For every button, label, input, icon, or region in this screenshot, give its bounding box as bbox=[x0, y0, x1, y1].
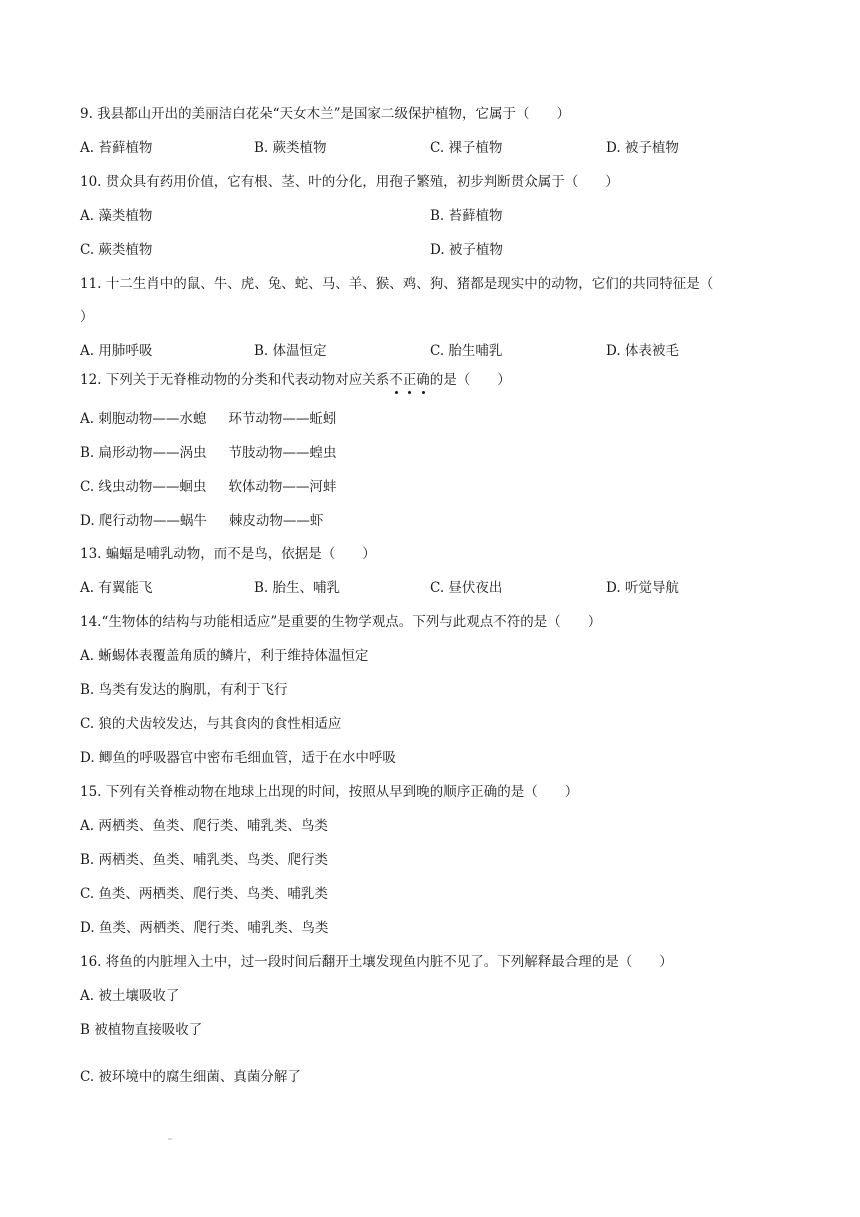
question-9-option-b: B. 蕨类植物 bbox=[254, 140, 327, 156]
question-10-option-b: B. 苔藓植物 bbox=[430, 208, 503, 224]
question-16-option-b: B 被植物直接吸收了 bbox=[80, 1022, 203, 1038]
question-15-option-c: C. 鱼类、两栖类、爬行类、鸟类、哺乳类 bbox=[80, 886, 328, 902]
question-9-option-a: A. 苔藓植物 bbox=[80, 140, 153, 156]
question-15-option-b: B. 两栖类、鱼类、哺乳类、鸟类、爬行类 bbox=[80, 852, 329, 868]
question-15-option-a: A. 两栖类、鱼类、爬行类、哺乳类、鸟类 bbox=[80, 818, 328, 834]
question-15-option-d: D. 鱼类、两栖类、爬行类、哺乳类、鸟类 bbox=[80, 920, 329, 936]
question-12-stem bbox=[80, 371, 511, 389]
option-right: 棘皮动物——虾 bbox=[228, 513, 324, 529]
emphasis-dot-char: 确 bbox=[416, 372, 430, 388]
question-16-option-c: C. 被环境中的腐生细菌、真菌分解了 bbox=[80, 1069, 301, 1085]
option-right: 软体动物——河蚌 bbox=[228, 479, 337, 495]
question-12-stem-after: 的是（ ） bbox=[429, 372, 511, 388]
option-right: 环节动物——蚯蚓 bbox=[228, 411, 337, 427]
question-12-option-a bbox=[80, 410, 336, 428]
emphasis-dot-char: 正 bbox=[402, 372, 417, 388]
question-16-stem: 16. 将鱼的内脏埋入土中，过一段时间后翻开土壤发现鱼内脏不见了。下列解释最合理的是（ ） bbox=[80, 954, 673, 970]
question-13-option-c: C. 昼伏夜出 bbox=[430, 580, 503, 596]
page-artifact-mark bbox=[168, 1138, 172, 1140]
question-13-option-b: B. 胎生、哺乳 bbox=[254, 580, 341, 596]
question-13-option-a: A. 有翼能飞 bbox=[80, 580, 153, 596]
question-14-option-b: B. 鸟类有发达的胸肌，有利于飞行 bbox=[80, 682, 288, 698]
option-right: 节肢动物——蝗虫 bbox=[228, 445, 337, 461]
question-11-option-d: D. 体表被毛 bbox=[606, 343, 679, 359]
option-left: C. 线虫动物——蛔虫 bbox=[80, 479, 207, 495]
question-14-option-c: C. 狼的犬齿较发达，与其食肉的食性相适应 bbox=[80, 716, 342, 732]
option-left: D. 爬行动物——蜗牛 bbox=[80, 513, 207, 529]
question-9-option-c: C. 裸子植物 bbox=[430, 140, 503, 156]
question-10-stem: 10. 贯众具有药用价值，它有根、茎、叶的分化，用孢子繁殖，初步判断贯众属于（ ） bbox=[80, 174, 619, 190]
question-10-option-d: D. 被子植物 bbox=[430, 242, 503, 258]
question-15-stem: 15. 下列有关脊椎动物在地球上出现的时间，按照从早到晚的顺序正确的是（ ） bbox=[80, 784, 579, 800]
question-12-option-b bbox=[80, 444, 337, 462]
question-11-option-b: B. 体温恒定 bbox=[254, 343, 327, 359]
option-left: B. 扁形动物——涡虫 bbox=[80, 445, 207, 461]
question-13-stem: 13. 蝙蝠是哺乳动物，而不是鸟，依据是（ ） bbox=[80, 546, 376, 562]
question-14-option-a: A. 蜥蜴体表覆盖角质的鳞片，利于维持体温恒定 bbox=[80, 648, 369, 664]
question-11-option-a: A. 用肺呼吸 bbox=[80, 343, 153, 359]
question-11-stem: 11. 十二生肖中的鼠、牛、虎、兔、蛇、马、羊、猴、鸡、狗、猪都是现实中的动物，它们的共同特征是（ bbox=[80, 276, 714, 292]
question-11-stem-continued: ） bbox=[80, 309, 94, 325]
question-10-option-a: A. 藻类植物 bbox=[80, 208, 153, 224]
question-14-stem: 14.“生物体的结构与功能相适应”是重要的生物学观点。下列与此观点不符的是（ ） bbox=[80, 614, 602, 630]
question-13-option-d: D. 听觉导航 bbox=[606, 580, 679, 596]
question-12-option-d bbox=[80, 512, 323, 530]
option-left: A. 刺胞动物——水螅 bbox=[80, 411, 207, 427]
question-12-stem-before: 12. 下列关于无脊椎动物的分类和代表动物对应关系 bbox=[80, 372, 390, 388]
question-9-stem: 9. 我县都山开出的美丽洁白花朵“天女木兰”是国家二级保护植物，它属于（ ） bbox=[80, 106, 570, 122]
question-9-option-d: D. 被子植物 bbox=[606, 140, 679, 156]
question-11-option-c: C. 胎生哺乳 bbox=[430, 343, 503, 359]
question-12-option-c bbox=[80, 478, 336, 496]
question-16-option-a: A. 被土壤吸收了 bbox=[80, 988, 180, 1004]
question-14-option-d: D. 鲫鱼的呼吸器官中密布毛细血管，适于在水中呼吸 bbox=[80, 750, 396, 766]
question-10-option-c: C. 蕨类植物 bbox=[80, 242, 153, 258]
emphasis-dot-char: 不 bbox=[389, 372, 403, 388]
